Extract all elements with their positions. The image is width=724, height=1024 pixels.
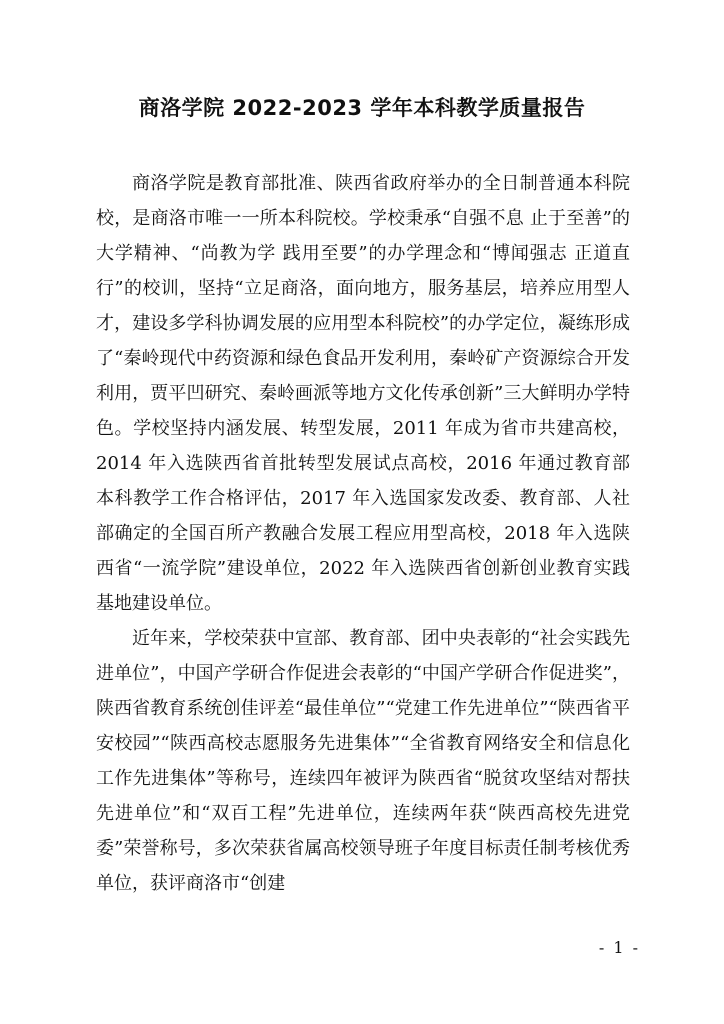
page-number: - 1 - — [598, 938, 640, 957]
document-body — [96, 166, 630, 901]
document-title: 商洛学院 2022-2023 学年本科教学质量报告 — [138, 96, 586, 120]
paragraph-honors: 近年来，学校荣获中宣部、教育部、团中央表彰的“社会实践先进单位”，中国产学研合作促进会表彰的“中国产学研合作促进奖”，陕西省教育系统创佳评差“最佳单位”“党建工作先进单位”“陕西省平安校园”“陕西高校志愿服务先进集体”“全省教育网络安全和信息化工作先进集体”等称号，连续四年被评为陕西省“脱贫攻坚结对帮扶先进单位”和“双百工程”先进单位，连续两年获“陕西高校先进党委”荣誉称号，多次荣获省属高校领导班子年度目标责任制考核优秀单位，获评商洛市“创建 — [96, 628, 630, 894]
paragraph-intro: 商洛学院是教育部批准、陕西省政府举办的全日制普通本科院校，是商洛市唯一一所本科院校。学校秉承“自强不息 止于至善”的大学精神、“尚教为学 践用至要”的办学理念和“博闻强志 正道直行”的校训，坚持“立足商洛，面向地方，服务基层，培养应用型人才，建设多学科协调发展的应用型本科院校”的办学定位，凝练形成了“秦岭现代中药资源和绿色食品开发利用，秦岭矿产资源综合开发利用，贾平凹研究、秦岭画派等地方文化传承创新”三大鲜明办学特色。学校坚持内涵发展、转型发展，2011 年成为省市共建高校，2014 年入选陕西省首批转型发展试点高校，2016 年通过教育部本科教学工作合格评估，2017 年入选国家发改委、教育部、人社部确定的全国百所产教融合发展工程应用型高校，2018 年入选陕西省“一流学院”建设单位，2022 年入选陕西省创新创业教育实践基地建设单位。 — [96, 173, 630, 614]
